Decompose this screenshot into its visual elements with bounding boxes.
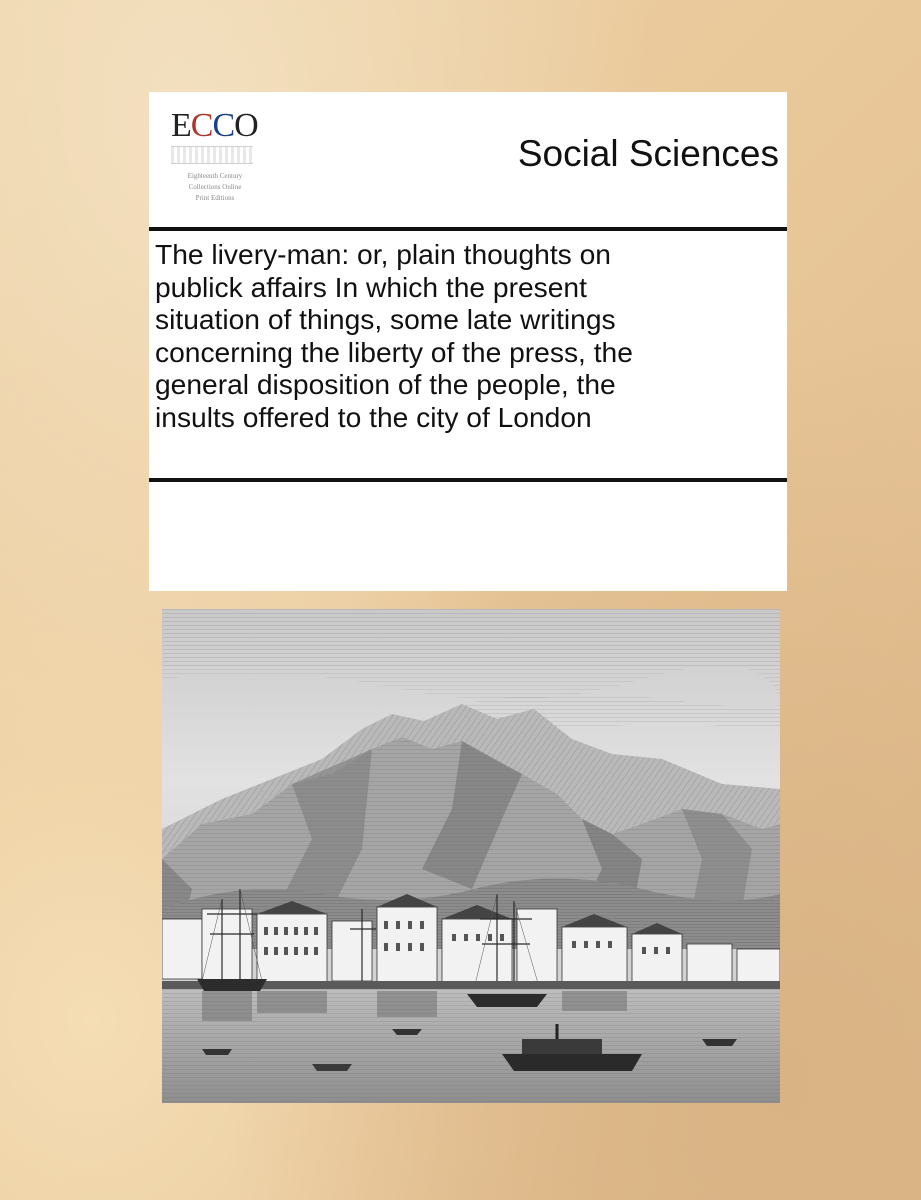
- bottom-divider: [149, 478, 787, 482]
- book-title-line: publick affairs In which the present: [155, 270, 587, 303]
- ecco-logo-ghost-icon: [171, 146, 253, 164]
- ecco-logo: [165, 106, 265, 214]
- book-title-line: concerning the liberty of the press, the: [155, 335, 633, 368]
- ecco-logo-wordmark: ECCO: [171, 107, 258, 144]
- cover-label: [149, 92, 787, 591]
- cover-header: [149, 92, 787, 228]
- ecco-logo-line: Collections Online: [188, 183, 242, 191]
- ecco-logo-line: Print Editions: [195, 194, 235, 202]
- book-title-line: The livery-man: or, plain thoughts on: [155, 238, 611, 270]
- book-title-line: insults offered to the city of London: [155, 400, 592, 433]
- harbor-engraving-image: [162, 609, 780, 1103]
- book-title-line: situation of things, some late writings: [155, 303, 616, 335]
- book-title-line: general disposition of the people, the: [155, 368, 616, 400]
- top-divider: [149, 227, 787, 231]
- series-title: Social Sciences: [517, 133, 779, 174]
- book-title: [155, 238, 785, 433]
- ecco-logo-line: Eighteenth Century: [187, 172, 243, 180]
